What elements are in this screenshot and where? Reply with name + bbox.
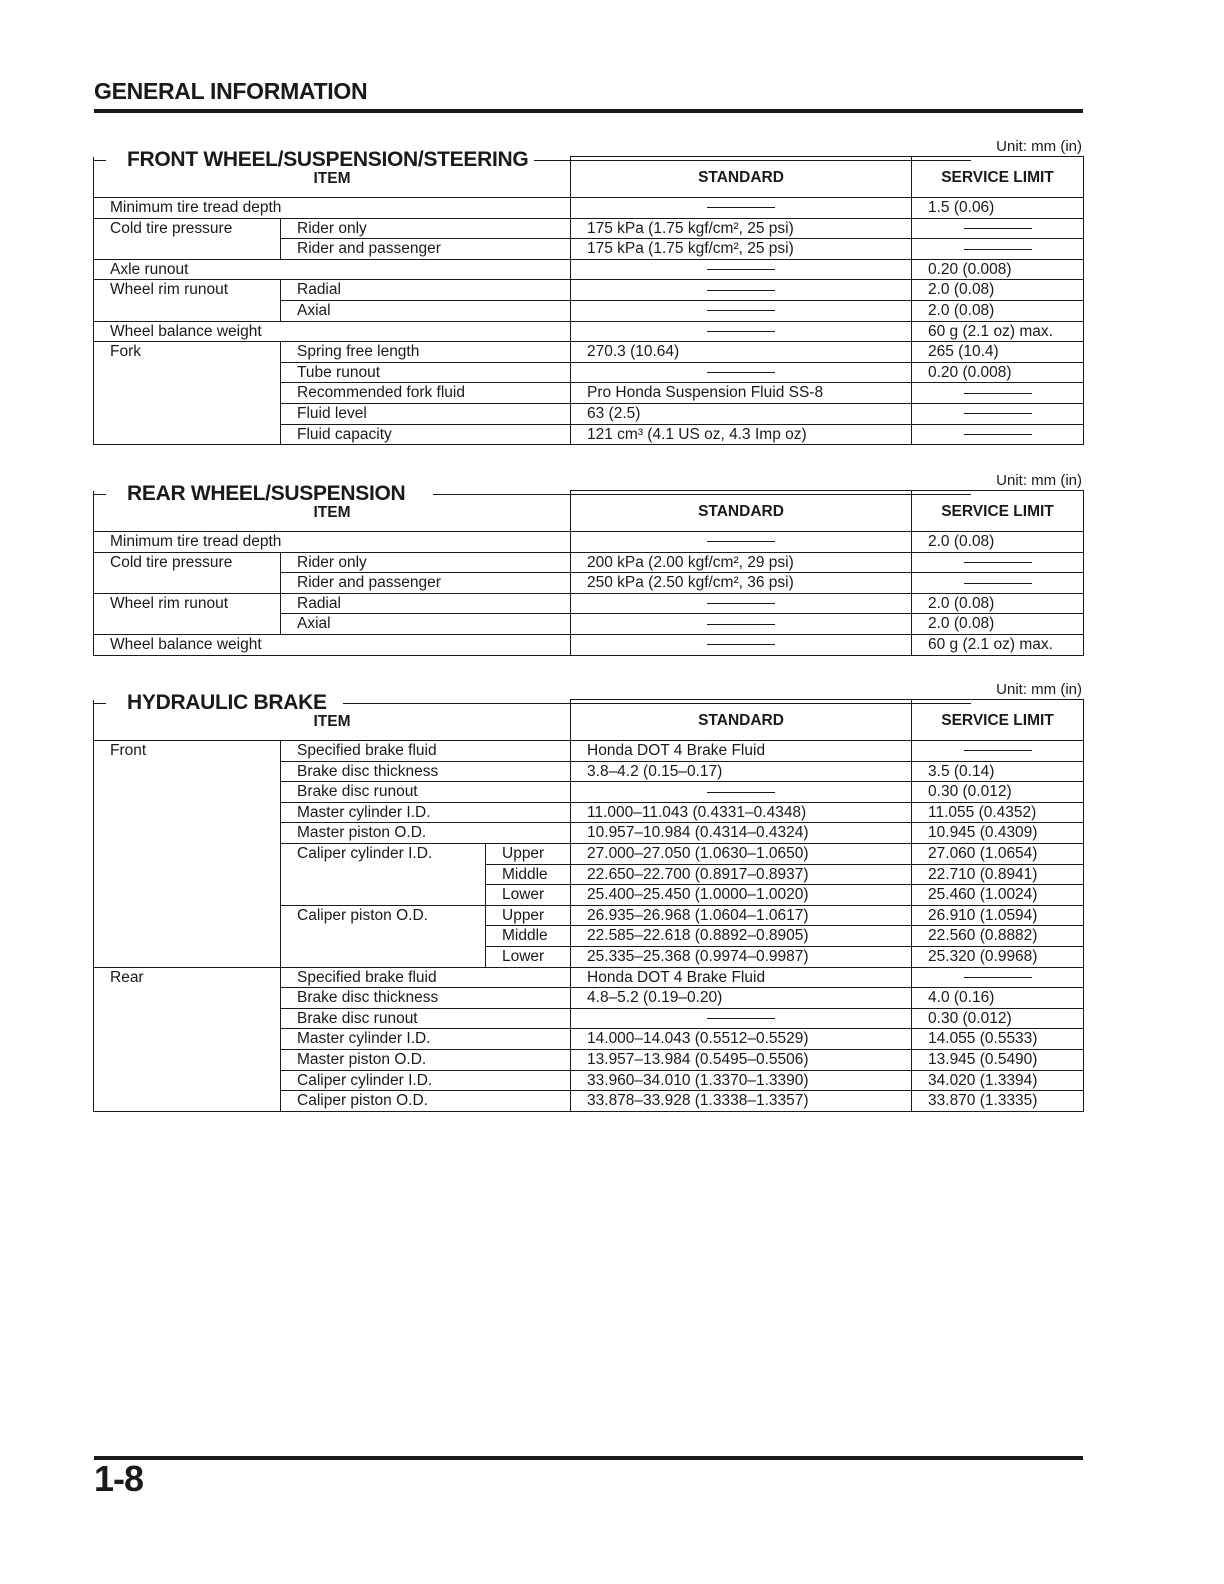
limit-cell: 2.0 (0.08) (912, 614, 1084, 635)
table-row (94, 218, 1084, 239)
standard-cell: 11.000–11.043 (0.4331–0.4348) (571, 802, 912, 823)
limit-cell (912, 239, 1084, 260)
dash-mark (964, 413, 1032, 414)
standard-cell: 13.957–13.984 (0.5495–0.5506) (571, 1049, 912, 1070)
limit-cell (912, 424, 1084, 445)
item-cell: Wheel balance weight (94, 321, 571, 342)
dash-mark (707, 603, 775, 604)
dash-mark (964, 228, 1032, 229)
subitem-cell: Master piston O.D. (281, 823, 571, 844)
subitem-cell: Master cylinder I.D. (281, 1029, 571, 1050)
table-row (94, 259, 1084, 280)
table-row (94, 280, 1084, 301)
unit-label: Unit: mm (in) (996, 138, 1082, 155)
limit-cell: 10.945 (0.4309) (912, 823, 1084, 844)
item-cell: Axle runout (94, 259, 571, 280)
dash-mark (707, 207, 775, 208)
subitem-cell: Radial (281, 593, 571, 614)
limit-cell: 1.5 (0.06) (912, 198, 1084, 219)
unit-label: Unit: mm (in) (996, 681, 1082, 698)
limit-cell: 0.20 (0.008) (912, 259, 1084, 280)
limit-cell: 0.30 (0.012) (912, 782, 1084, 803)
subitem-cell: Rider only (281, 218, 571, 239)
limit-cell: 22.560 (0.8882) (912, 926, 1084, 947)
footer-rule (94, 1456, 1083, 1460)
standard-cell: 250 kPa (2.50 kgf/cm², 36 psi) (571, 573, 912, 594)
column-header-item-text: ITEM (313, 712, 351, 730)
item-cell: Fork (94, 342, 281, 445)
standard-cell (571, 280, 912, 301)
standard-cell (571, 1008, 912, 1029)
dash-mark (964, 750, 1032, 751)
subitem-cell: Rider and passenger (281, 573, 571, 594)
item-cell: Cold tire pressure (94, 552, 281, 593)
standard-cell: 270.3 (10.64) (571, 342, 912, 363)
limit-cell (912, 403, 1084, 424)
dash-mark (964, 562, 1032, 563)
subitem-cell: Specified brake fluid (281, 741, 571, 762)
page-header-title: GENERAL INFORMATION (94, 78, 368, 104)
section-title: HYDRAULIC BRAKE (127, 691, 333, 715)
subitem-cell: Brake disc runout (281, 782, 571, 803)
limit-cell: 60 g (2.1 oz) max. (912, 321, 1084, 342)
dash-mark (707, 541, 775, 542)
standard-cell: 33.960–34.010 (1.3370–1.3390) (571, 1070, 912, 1091)
standard-cell: 200 kPa (2.00 kgf/cm², 29 psi) (571, 552, 912, 573)
standard-cell (571, 634, 912, 655)
limit-cell (912, 383, 1084, 404)
limit-cell: 0.20 (0.008) (912, 362, 1084, 383)
column-header-item (94, 700, 571, 741)
limit-cell: 3.5 (0.14) (912, 761, 1084, 782)
dash-mark (964, 583, 1032, 584)
standard-cell: 121 cm³ (4.1 US oz, 4.3 Imp oz) (571, 424, 912, 445)
dash-mark (707, 290, 775, 291)
standard-cell: 33.878–33.928 (1.3338–1.3357) (571, 1091, 912, 1112)
subitem-cell: Caliper cylinder I.D. (281, 1070, 571, 1091)
table-header-row (94, 700, 1084, 741)
subitem-cell: Radial (281, 280, 571, 301)
table-row (94, 593, 1084, 614)
standard-cell: 14.000–14.043 (0.5512–0.5529) (571, 1029, 912, 1050)
limit-cell: 0.30 (0.012) (912, 1008, 1084, 1029)
limit-cell: 2.0 (0.08) (912, 532, 1084, 553)
table-row (94, 634, 1084, 655)
subitem-cell: Caliper piston O.D. (281, 1091, 571, 1112)
item-cell: Wheel rim runout (94, 280, 281, 321)
subitem-cell: Master cylinder I.D. (281, 802, 571, 823)
column-header-item (94, 157, 571, 198)
position-cell: Upper (486, 905, 571, 926)
limit-cell: 2.0 (0.08) (912, 280, 1084, 301)
unit-label: Unit: mm (in) (996, 472, 1082, 489)
item-cell: Cold tire pressure (94, 218, 281, 259)
table-row (94, 198, 1084, 219)
limit-cell (912, 573, 1084, 594)
dash-mark (964, 393, 1032, 394)
limit-cell: 60 g (2.1 oz) max. (912, 634, 1084, 655)
limit-cell: 13.945 (0.5490) (912, 1049, 1084, 1070)
standard-cell: 22.650–22.700 (0.8917–0.8937) (571, 864, 912, 885)
item-cell: Minimum tire tread depth (94, 198, 571, 219)
limit-cell: 25.460 (1.0024) (912, 885, 1084, 906)
dash-mark (707, 331, 775, 332)
standard-cell: Pro Honda Suspension Fluid SS-8 (571, 383, 912, 404)
dash-mark (707, 644, 775, 645)
column-header-standard: STANDARD (571, 700, 912, 741)
column-header-standard: STANDARD (571, 491, 912, 532)
column-header-item (94, 491, 571, 532)
limit-cell: 27.060 (1.0654) (912, 843, 1084, 864)
limit-cell: 22.710 (0.8941) (912, 864, 1084, 885)
limit-cell (912, 967, 1084, 988)
dash-mark (964, 977, 1032, 978)
dash-mark (707, 1018, 775, 1019)
column-header-item-text: ITEM (313, 169, 351, 187)
table-row (94, 967, 1084, 988)
standard-cell (571, 593, 912, 614)
dash-mark (707, 792, 775, 793)
standard-cell (571, 300, 912, 321)
section-title: REAR WHEEL/SUSPENSION (127, 482, 411, 506)
subitem-cell: Spring free length (281, 342, 571, 363)
dash-mark (964, 434, 1032, 435)
section-title: FRONT WHEEL/SUSPENSION/STEERING (127, 148, 534, 172)
standard-cell: 63 (2.5) (571, 403, 912, 424)
subitem-cell: Specified brake fluid (281, 967, 571, 988)
header-rule (94, 109, 1083, 113)
subitem-cell: Axial (281, 614, 571, 635)
dash-mark (707, 310, 775, 311)
standard-cell: 3.8–4.2 (0.15–0.17) (571, 761, 912, 782)
item-cell: Minimum tire tread depth (94, 532, 571, 553)
subitem-cell: Caliper piston O.D. (281, 905, 486, 967)
standard-cell: 25.335–25.368 (0.9974–0.9987) (571, 946, 912, 967)
item-cell: Wheel balance weight (94, 634, 571, 655)
limit-cell: 14.055 (0.5533) (912, 1029, 1084, 1050)
item-cell-front: Front (94, 741, 281, 968)
subitem-cell: Brake disc thickness (281, 761, 571, 782)
subitem-cell: Fluid level (281, 403, 571, 424)
standard-cell (571, 532, 912, 553)
table-row (94, 552, 1084, 573)
standard-cell: 27.000–27.050 (1.0630–1.0650) (571, 843, 912, 864)
column-header-standard: STANDARD (571, 157, 912, 198)
limit-cell (912, 218, 1084, 239)
hydraulic-brake-table (93, 699, 1084, 1112)
table-row (94, 342, 1084, 363)
table-row (94, 321, 1084, 342)
subitem-cell: Brake disc thickness (281, 988, 571, 1009)
column-header-service-limit: SERVICE LIMIT (912, 157, 1084, 198)
subitem-cell: Tube runout (281, 362, 571, 383)
subitem-cell: Axial (281, 300, 571, 321)
standard-cell (571, 614, 912, 635)
standard-cell: 25.400–25.450 (1.0000–1.0020) (571, 885, 912, 906)
position-cell: Lower (486, 885, 571, 906)
subitem-cell: Fluid capacity (281, 424, 571, 445)
dash-mark (707, 372, 775, 373)
front-wheel-table (93, 156, 1084, 445)
position-cell: Lower (486, 946, 571, 967)
standard-cell (571, 259, 912, 280)
standard-cell (571, 321, 912, 342)
position-cell: Middle (486, 926, 571, 947)
standard-cell: 175 kPa (1.75 kgf/cm², 25 psi) (571, 218, 912, 239)
subitem-cell: Rider only (281, 552, 571, 573)
column-header-service-limit: SERVICE LIMIT (912, 491, 1084, 532)
limit-cell (912, 741, 1084, 762)
limit-cell: 34.020 (1.3394) (912, 1070, 1084, 1091)
limit-cell: 2.0 (0.08) (912, 300, 1084, 321)
rear-wheel-table (93, 490, 1084, 656)
standard-cell (571, 362, 912, 383)
column-header-item-text: ITEM (313, 503, 351, 521)
standard-cell (571, 198, 912, 219)
table-row (94, 741, 1084, 762)
position-cell: Middle (486, 864, 571, 885)
position-cell: Upper (486, 843, 571, 864)
limit-cell: 26.910 (1.0594) (912, 905, 1084, 926)
subitem-cell: Caliper cylinder I.D. (281, 843, 486, 905)
page-number: 1-8 (94, 1458, 144, 1499)
limit-cell: 25.320 (0.9968) (912, 946, 1084, 967)
subitem-cell: Master piston O.D. (281, 1049, 571, 1070)
dash-mark (964, 249, 1032, 250)
column-header-service-limit: SERVICE LIMIT (912, 700, 1084, 741)
dash-mark (707, 269, 775, 270)
limit-cell: 33.870 (1.3335) (912, 1091, 1084, 1112)
table-row (94, 532, 1084, 553)
table-header-row (94, 157, 1084, 198)
subitem-cell: Brake disc runout (281, 1008, 571, 1029)
limit-cell: 4.0 (0.16) (912, 988, 1084, 1009)
item-cell-rear: Rear (94, 967, 281, 1111)
limit-cell: 2.0 (0.08) (912, 593, 1084, 614)
standard-cell: 175 kPa (1.75 kgf/cm², 25 psi) (571, 239, 912, 260)
standard-cell: 26.935–26.968 (1.0604–1.0617) (571, 905, 912, 926)
item-cell: Wheel rim runout (94, 593, 281, 634)
standard-cell (571, 782, 912, 803)
standard-cell: 22.585–22.618 (0.8892–0.8905) (571, 926, 912, 947)
subitem-cell: Rider and passenger (281, 239, 571, 260)
limit-cell (912, 552, 1084, 573)
table-header-row (94, 491, 1084, 532)
limit-cell: 11.055 (0.4352) (912, 802, 1084, 823)
standard-cell: Honda DOT 4 Brake Fluid (571, 967, 912, 988)
limit-cell: 265 (10.4) (912, 342, 1084, 363)
standard-cell: 10.957–10.984 (0.4314–0.4324) (571, 823, 912, 844)
standard-cell: Honda DOT 4 Brake Fluid (571, 741, 912, 762)
standard-cell: 4.8–5.2 (0.19–0.20) (571, 988, 912, 1009)
subitem-cell: Recommended fork fluid (281, 383, 571, 404)
dash-mark (707, 624, 775, 625)
